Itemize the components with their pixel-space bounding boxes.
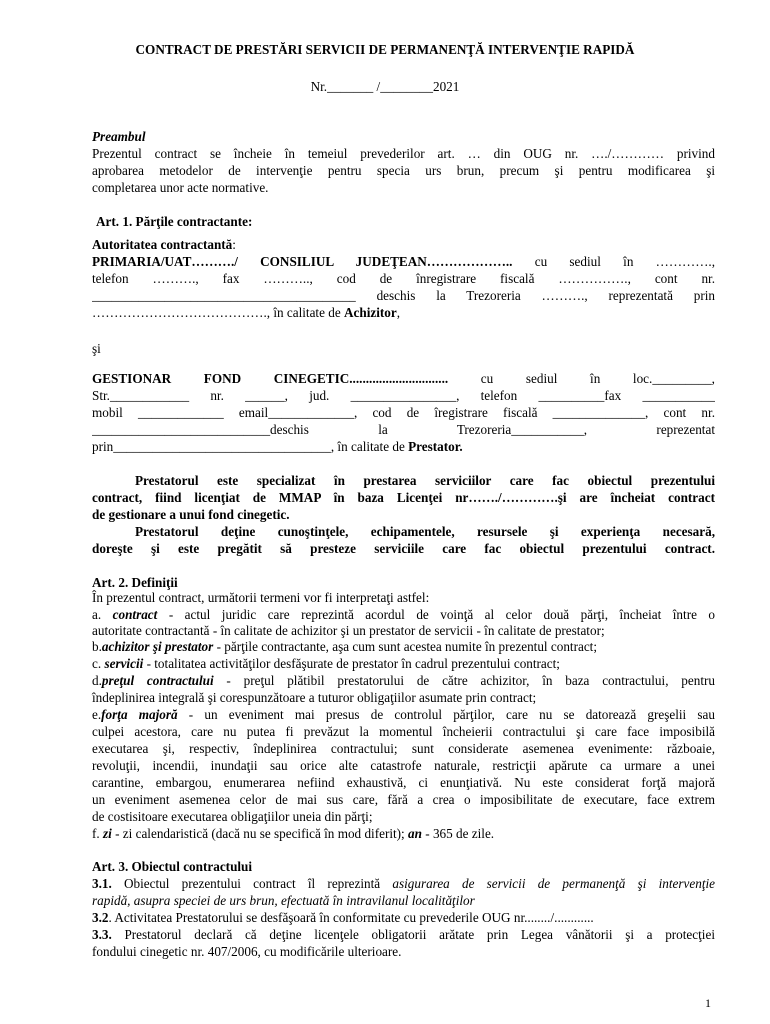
- clause-3-1-italic: asigurarea de servicii de permanenţă şi intervenţie: [392, 876, 715, 891]
- definition-c-term: servicii: [104, 656, 144, 671]
- statement-specialized: contract, fiind licenţiat de MMAP în baza Licenţei nr……./………….şi are încheiat contract: [92, 490, 715, 505]
- clause-3-1-text: Obiectul prezentului contract îl reprezintă: [111, 876, 393, 891]
- authority-line-4: [92, 304, 400, 321]
- statement-specialized: de gestionare a unui fond cinegetic.: [92, 507, 290, 522]
- art1-heading: Art. 1. Părţile contractante:: [96, 214, 253, 229]
- art3-clause-1-line: [92, 875, 715, 892]
- definitions-intro: În prezentul contract, următorii termeni vor fi interpretaţi astfel:: [92, 590, 430, 605]
- definition-a-line: autoritate contractantă - în calitate de achizitor şi un prestator de servicii - în calitate de prestator;: [92, 623, 605, 638]
- definition-e-line: revoluţii, incendii, inundaţii sau orice alte catastrofe naturale, restricţii apărute ca urmare a unei: [92, 758, 715, 773]
- provider-address: cu sediul în loc._________,: [448, 371, 715, 386]
- clause-3-2-text: . Activitatea Prestatorului se desfăşoară în conformitate cu prevederile OUG nr......../............: [108, 910, 594, 925]
- definition-f-line: [92, 825, 494, 842]
- definition-e-line: executarea şi, respectiv, îndeplinirea contractului; sunt considerate asemenea evenimente: războaie,: [92, 741, 715, 756]
- provider-line-1: [92, 370, 715, 387]
- preamble-line: completarea unor acte normative.: [92, 180, 269, 195]
- statement-capabilities: doreşte şi este pregătit să presteze serviciile care fac obiectul prezentului contract.: [92, 541, 715, 556]
- definition-c-marker: c.: [92, 656, 105, 671]
- provider-name: GESTIONAR FOND CINEGETIC..............................: [92, 371, 449, 386]
- contract-number-line: Nr._______ /________2021: [310, 79, 460, 94]
- definition-a-marker: a.: [92, 607, 113, 622]
- definition-d-marker: d.: [92, 673, 102, 688]
- art2-heading: Art. 2. Definiţii: [92, 575, 178, 590]
- provider-role: Prestator.: [408, 439, 463, 454]
- authority-line-2: telefon ………., fax ……….., cod de înregistrare fiscală ……………., cont nr.: [92, 271, 715, 286]
- and-conjunction: şi: [92, 341, 101, 356]
- definition-d-line: îndeplinirea integrală şi corespunzătoare a tuturor obligaţiilor asumate prin contract;: [92, 690, 537, 705]
- definition-b-term: achizitor şi prestator: [101, 639, 214, 654]
- definition-f-marker: f.: [92, 826, 103, 841]
- authority-line-1: [92, 253, 715, 270]
- statement-specialized: Prestatorul este specializat în prestarea serviciilor care fac obiectul prezentului: [135, 473, 715, 488]
- definition-b-line: [92, 638, 597, 655]
- authority-label-line: [92, 236, 236, 253]
- definition-a-text: - actul juridic care reprezintă acordul de voinţă al celor două părţi, încheiat între o: [157, 607, 715, 622]
- definition-f-term-zi: zi: [103, 826, 112, 841]
- definition-d-text: - preţul plătibil prestatorului de către achizitor, în baza contractului, pentru: [213, 673, 715, 688]
- definition-e-line: culpei acestora, care nu putea fi prevăzut la momentul încheierii contractului şi care face imposibilă: [92, 724, 715, 739]
- provider-line-5: [92, 438, 463, 455]
- art3-clause-3-line: fondului cinegetic nr. 407/2006, cu modificările ulterioare.: [92, 944, 402, 959]
- definition-f-text: - zi calendaristică (dacă nu se specifică în mod diferit);: [111, 826, 409, 841]
- art3-clause-2-line: [92, 909, 594, 926]
- provider-line-4: ___________________________deschis la Trezoreria___________, reprezentat: [92, 422, 715, 437]
- authority-line-3: ________________________________________ deschis la Trezoreria ………., reprezentată prin: [92, 288, 715, 303]
- art3-heading: Art. 3. Obiectul contractului: [92, 859, 253, 874]
- authority-role-post: ,: [396, 305, 401, 320]
- definition-b-marker: b.: [92, 639, 102, 654]
- authority-name: PRIMARIA/UAT………./ CONSILIUL JUDEŢEAN………………..: [92, 254, 513, 269]
- definition-e-text: - un eveniment mai presus de controlul părţilor, care nu se datorează greşelii sau: [177, 707, 715, 722]
- authority-label-colon: :: [232, 237, 236, 252]
- provider-role-pre: prin_________________________________, în calitate de: [92, 439, 409, 454]
- page-number: 1: [705, 996, 711, 1010]
- preamble-line: Prezentul contract se încheie în temeiul prevederilor art. … din OUG nr. …./………… privind: [92, 146, 715, 161]
- definition-f-end: - 365 de zile.: [421, 826, 495, 841]
- provider-line-3: mobil _____________ email_____________, cod de îregistrare fiscală ______________, cont nr.: [92, 405, 715, 420]
- clause-3-3-text: Prestatorul declară că deţine licenţele obligatorii arătate prin Legea vânătorii şi a protecţiei: [111, 927, 715, 942]
- clause-3-3-number: 3.3.: [92, 927, 112, 942]
- definition-e-line: carantine, embargou, enumerarea nefiind exhaustivă, ci enunţiativă. Nu este considerat forţă majoră: [92, 775, 715, 790]
- definition-a-line: [92, 606, 715, 623]
- definition-d-term: preţul contractului: [101, 673, 214, 688]
- definition-e-line: de costisitoare executarea obligaţiilor uneia din părţi;: [92, 809, 373, 824]
- definition-b-text: - părţile contractante, aşa cum sunt acestea numite în prezentul contract;: [213, 639, 598, 654]
- definition-d-line: [92, 672, 715, 689]
- definition-e-line: un eveniment asemenea celor de mai sus care, fără a crea o imposibilitate de executare, face extrem: [92, 792, 715, 807]
- authority-role: Achizitor: [344, 305, 397, 320]
- art3-clause-3-line: [92, 926, 715, 943]
- definition-f-term-an: an: [408, 826, 422, 841]
- preamble-heading: Preambul: [92, 129, 146, 144]
- contract-title: CONTRACT DE PRESTĂRI SERVICII DE PERMANENŢĂ INTERVENŢIE RAPIDĂ: [135, 42, 635, 57]
- definition-e-term: forţa majoră: [101, 707, 178, 722]
- definition-a-term: contract: [112, 607, 158, 622]
- clause-3-2-number: 3.2: [92, 910, 109, 925]
- definition-e-line: [92, 706, 715, 723]
- clause-3-1-number: 3.1.: [92, 876, 112, 891]
- definition-e-marker: e.: [92, 707, 102, 722]
- definition-c-line: [92, 655, 560, 672]
- provider-line-2: Str.____________ nr. ______, jud. ________________, telefon __________fax ___________: [92, 388, 715, 403]
- authority-role-pre: …………………………………., în calitate de: [92, 305, 344, 320]
- authority-label: Autoritatea contractantă: [92, 237, 233, 252]
- statement-capabilities: Prestatorul deţine cunoştinţele, echipamentele, resursele şi experienţa necesară,: [135, 524, 715, 539]
- art3-clause-1-line: rapidă, asupra speciei de urs brun, efectuată în intravilanul localităţilor: [92, 893, 475, 908]
- definition-c-text: - totalitatea activităţilor desfăşurate de prestator în cadrul prezentului contract;: [143, 656, 560, 671]
- preamble-line: aprobarea metodelor de intervenţie pentru specia urs brun, precum şi pentru modificarea şi: [92, 163, 715, 178]
- authority-address: cu sediul în ………….,: [512, 254, 715, 269]
